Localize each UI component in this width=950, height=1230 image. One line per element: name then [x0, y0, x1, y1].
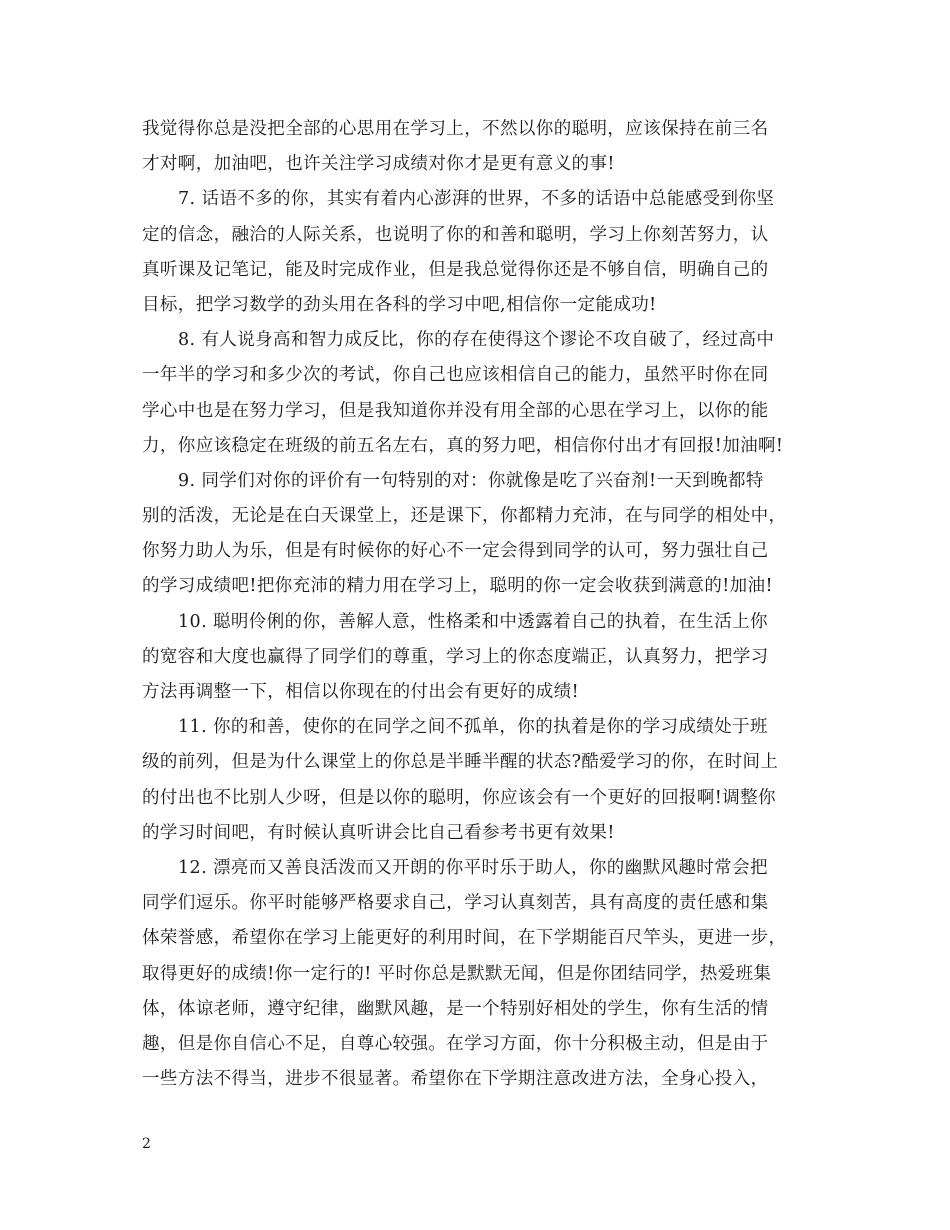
- text-line: 一些方法不得当，进步不很显著。希望你在下学期注意改进方法，全身心投入，: [142, 1069, 769, 1090]
- text-line: 取得更好的成绩!你一定行的! 平时你总是默默无闻，但是你团结同学，热爱班集: [142, 963, 772, 984]
- text-line: 12. 漂亮而又善良活泼而又开朗的你平时乐于助人，你的幽默风趣时常会把: [178, 857, 768, 878]
- text-line: 同学们逗乐。你平时能够严格要求自己，学习认真刻苦，具有高度的责任感和集: [142, 893, 769, 914]
- text-line: 级的前列，但是为什么课堂上的你总是半睡半醒的状态?酷爱学习的你，在时间上: [142, 752, 779, 773]
- text-line: 力，你应该稳定在班级的前五名左右，真的努力吧，相信你付出才有回报!加油啊!: [142, 435, 784, 456]
- text-line: 目标，把学习数学的劲头用在各科的学习中吧,相信你一定能成功!: [142, 294, 657, 315]
- text-line: 学心中也是在努力学习，但是我知道你并没有用全部的心思在学习上，以你的能: [142, 400, 769, 421]
- text-line: 体荣誉感，希望你在学习上能更好的利用时间，在下学期能百尺竿头，更进一步，: [142, 928, 787, 949]
- text-line: 你努力助人为乐，但是有时候你的好心不一定会得到同学的认可，努力强壮自己: [142, 541, 769, 562]
- text-line: 真听课及记笔记，能及时完成作业，但是我总觉得你还是不够自信，明确自己的: [142, 259, 769, 280]
- text-line: 的学习成绩吧!把你充沛的精力用在学习上，聪明的你一定会收获到满意的!加油!: [142, 576, 773, 597]
- text-line: 11. 你的和善，使你的在同学之间不孤单，你的执着是你的学习成绩处于班: [178, 717, 768, 738]
- text-line: 8. 有人说身高和智力成反比，你的存在使得这个谬论不攻自破了，经过高中: [178, 330, 775, 351]
- text-line: 趣，但是你自信心不足，自尊心较强。在学习方面，你十分积极主动，但是由于: [142, 1033, 769, 1054]
- text-line: 别的活泼，无论是在白天课堂上，还是课下，你都精力充沛，在与同学的相处中，: [142, 506, 787, 527]
- text-line: 的宽容和大度也赢得了同学们的尊重，学习上的你态度端正，认真努力，把学习: [142, 646, 769, 667]
- text-line: 10. 聪明伶俐的你，善解人意，性格柔和中透露着自己的执着，在生活上你: [178, 611, 768, 632]
- text-line: 一年半的学习和多少次的考试，你自己也应该相信自己的能力，虽然平时你在同: [142, 365, 769, 386]
- page-number: 2: [142, 1136, 151, 1152]
- text-line: 的付出也不比别人少呀，但是以你的聪明，你应该会有一个更好的回报啊!调整你: [142, 787, 776, 808]
- text-line: 9. 同学们对你的评价有一句特别的对：你就像是吃了兴奋剂!一天到晚都特: [178, 470, 764, 491]
- text-line: 体，体谅老师，遵守纪律，幽默风趣，是一个特别好相处的学生，你有生活的情: [142, 998, 769, 1019]
- body-text: [142, 112, 818, 1097]
- text-line: 方法再调整一下，相信以你现在的付出会有更好的成绩!: [142, 682, 580, 702]
- text-line: 我觉得你总是没把全部的心思用在学习上，不然以你的聪明，应该保持在前三名: [142, 119, 769, 139]
- text-line: 定的信念，融洽的人际关系，也说明了你的和善和聪明，学习上你刻苦努力，认: [142, 224, 769, 245]
- text-line: 7. 话语不多的你，其实有着内心澎湃的世界，不多的话语中总能感受到你坚: [178, 189, 775, 210]
- text-line: 才对啊，加油吧，也许关注学习成绩对你才是更有意义的事!: [142, 154, 615, 175]
- text-line: 的学习时间吧，有时候认真听讲会比自己看参考书更有效果!: [142, 822, 615, 843]
